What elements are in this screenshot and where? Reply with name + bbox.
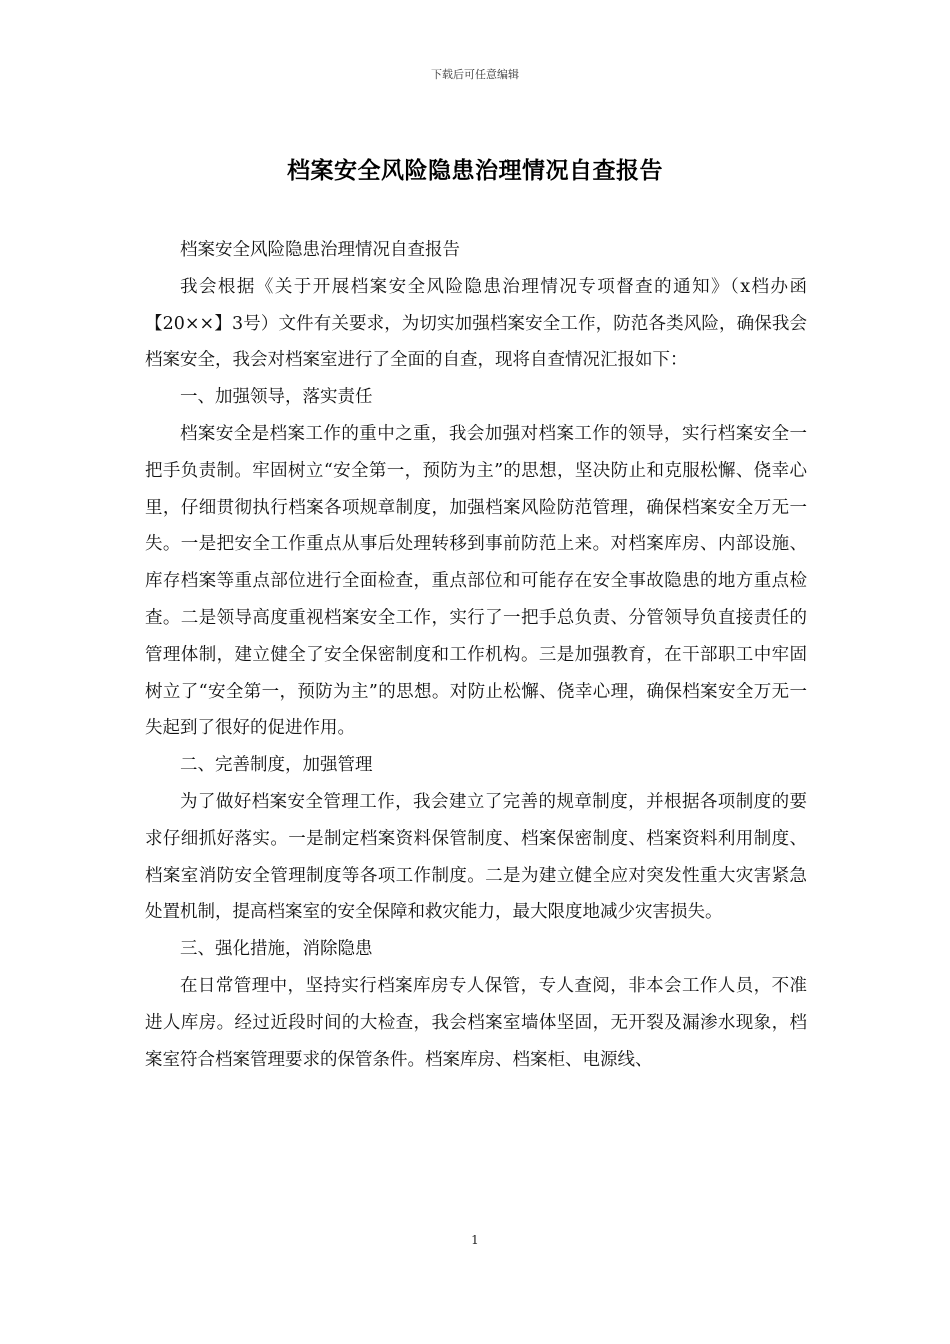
page-number: 1 [471,1233,479,1247]
paragraph-section-1: 档案安全是档案工作的重中之重，我会加强对档案工作的领导，实行档案安全一把手负责制。牢固树立“安全第一，预防为主”的思想，坚决防止和克服松懈、侥幸心里，仔细贯彻执行档案各项规章制度，加强档案风险防范管理，确保档案安全万无一失。一是把安全工作重点从事后处理转移到事前防范上来。对档案库房、内部设施、库存档案等重点部位进行全面检查，重点部位和可能存在安全事故隐患的地方重点检查。二是领导高度重视档案安全工作，实行了一把手总负责、分管领导负直接责任的管理体制，建立健全了安全保密制度和工作机构。三是加强教育，在干部职工中牢固树立了“安全第一，预防为主”的思想。对防止松懈、侥幸心理，确保档案安全万无一失起到了很好的促进作用。 [145,423,807,739]
section-heading-3: 三、强化措施，消除隐患 [180,939,373,960]
paragraph-section-2: 为了做好档案安全管理工作，我会建立了完善的规章制度，并根据各项制度的要求仔细抓好落实。一是制定档案资料保管制度、档案保密制度、档案资料利用制度、档案室消防安全管理制度等各项工作制度。二是为建立健全应对突发性重大灾害紧急处置机制，提高档案室的安全保障和救灾能力，最大限度地减少灾害损失。 [145,791,807,923]
document-body [145,232,807,1078]
paragraph-subtitle: 档案安全风险隐患治理情况自查报告 [180,240,460,260]
paragraph-section-3: 在日常管理中，坚持实行档案库房专人保管，专人查阅，非本会工作人员，不准进人库房。经过近段时间的大检查，我会档案室墙体坚固，无开裂及漏渗水现象，档案室符合档案管理要求的保管条件。档案库房、档案柜、电源线、 [145,975,807,1070]
page-header-note: 下载后可任意编辑 [431,68,519,81]
document-title: 档案安全风险隐患治理情况自查报告 [287,157,663,184]
section-heading-2: 二、完善制度，加强管理 [180,755,373,776]
section-heading-1: 一、加强领导，落实责任 [180,387,373,408]
paragraph-intro: 我会根据《关于开展档案安全风险隐患治理情况专项督查的通知》（x档办函【20××】3号）文件有关要求，为切实加强档案安全工作，防范各类风险，确保我会档案安全，我会对档案室进行了全面的自查，现将自查情况汇报如下： [145,276,807,371]
